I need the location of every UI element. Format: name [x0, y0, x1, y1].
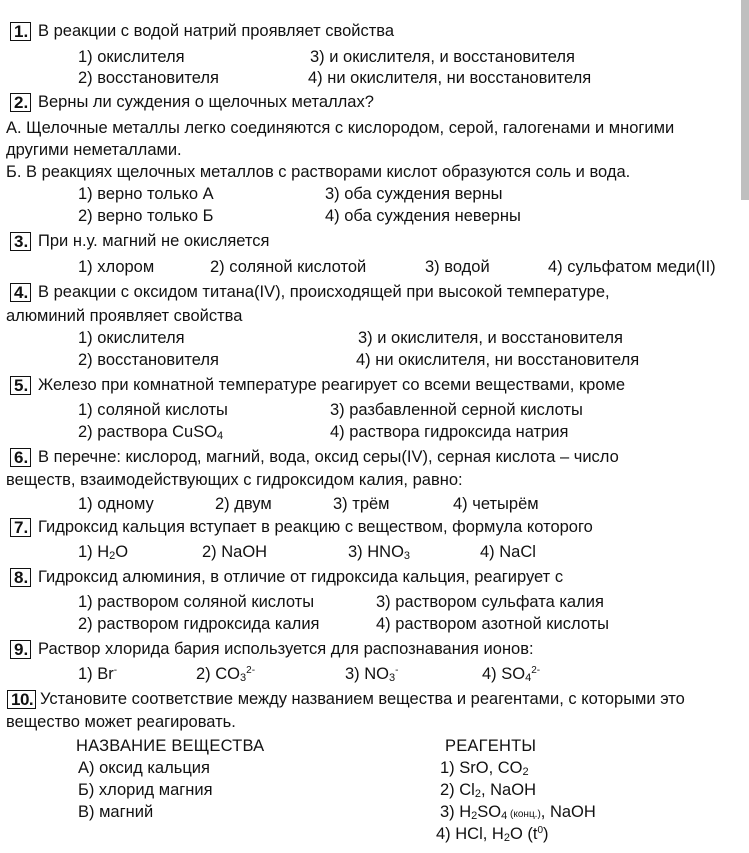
reagent-item: 4) HCl, $H_2O$ $(t^0)$ [436, 825, 549, 844]
answer-option: 4) четырём [453, 495, 539, 513]
reagent-item: 2) $Cl_2$, NaOH [440, 781, 536, 800]
answer-option: 4) $SO_4^{2-}$ [482, 665, 541, 684]
answer-option: 4) ни окислителя, ни восстановителя [308, 69, 592, 87]
question-text: Раствор хлорида бария используется для распознавания ионов: [38, 640, 534, 658]
reagent-item: 3) $H_2SO_4$ (конц.), NaOH [440, 803, 596, 822]
answer-option: 2) восстановителя [78, 69, 219, 87]
answer-option: 1) соляной кислоты [78, 401, 228, 419]
question-text-continued: алюминий проявляет свойства [6, 307, 243, 325]
question-number: 3. [10, 232, 31, 251]
answer-option: 4) раствором азотной кислоты [376, 615, 610, 633]
question-number: 6. [10, 448, 31, 467]
statement-b: Б. В реакциях щелочных металлов с растворами кислот образуются соль и вода. [6, 163, 631, 181]
question-text: В реакции с водой натрий проявляет свойства [38, 22, 395, 40]
question-number: 4. [10, 283, 31, 302]
question-text: В реакции с оксидом титана(IV), происходящей при высокой температуре, [38, 283, 610, 301]
answer-option: 4) сульфатом меди(II) [548, 258, 716, 276]
question-text: Гидроксид кальция вступает в реакцию с веществом, формула которого [38, 518, 593, 536]
statement-a: А. Щелочные металлы легко соединяются с кислородом, серой, галогенами и многими [6, 119, 675, 137]
question-number: 9. [10, 640, 31, 659]
question-text: Железо при комнатной температуре реагирует со всеми веществами, кроме [38, 376, 626, 394]
answer-option: 3) $NO_3^-$ [345, 665, 399, 684]
question-text: При н.у. магний не окисляется [38, 232, 270, 250]
answer-option: 1) верно только А [78, 185, 214, 203]
question-number: 2. [10, 93, 31, 112]
answer-option: 3) и окислителя, и восстановителя [310, 48, 575, 66]
answer-option: 3) оба суждения верны [325, 185, 503, 203]
answer-option: 4) NaCl [480, 543, 536, 561]
reagent-item: 1) SrO, $CO_2$ [440, 759, 529, 778]
answer-option: 3) и окислителя, и восстановителя [358, 329, 623, 347]
column-header-substance: НАЗВАНИЕ ВЕЩЕСТВА [76, 737, 265, 755]
question-text: Установите соответствие между названием вещества и реагентами, с которыми это [40, 690, 685, 708]
question-number: 7. [10, 518, 31, 537]
answer-option: 1) $H_2O$ [78, 543, 129, 562]
answer-option: 1) Br- [78, 665, 118, 683]
question-text: Верны ли суждения о щелочных металлах? [38, 93, 374, 111]
answer-option: 2) раствором гидроксида калия [78, 615, 320, 633]
question-number: 10. [7, 690, 36, 709]
answer-option: 3) трём [333, 495, 390, 513]
substance-item: Б) хлорид магния [78, 781, 213, 799]
statement-a-continued: другими неметаллами. [6, 141, 182, 159]
question-number: 5. [10, 376, 31, 395]
substance-item: А) оксид кальция [78, 759, 210, 777]
answer-option: 2) раствора CuSO$_4$ [78, 423, 224, 442]
answer-option: 2) NaOH [202, 543, 268, 561]
answer-option: 2) верно только Б [78, 207, 214, 225]
question-text: В перечне: кислород, магний, вода, оксид серы(IV), серная кислота – число [38, 448, 619, 466]
answer-option: 3) $HNO_3$ [348, 543, 411, 562]
answer-option: 3) водой [425, 258, 490, 276]
question-text: Гидроксид алюминия, в отличие от гидроксида кальция, реагирует с [38, 568, 564, 586]
substance-item: В) магний [78, 803, 154, 821]
question-text-continued: веществ, взаимодействующих с гидроксидом калия, равно: [6, 471, 463, 489]
answer-option: 1) раствором соляной кислоты [78, 593, 315, 611]
column-header-reagents: РЕАГЕНТЫ [445, 737, 537, 755]
question-number: 1. [10, 22, 31, 41]
answer-option: 2) $CO_3^{2-}$ [196, 665, 256, 684]
answer-option: 4) ни окислителя, ни восстановителя [356, 351, 640, 369]
answer-option: 2) восстановителя [78, 351, 219, 369]
answer-option: 1) окислителя [78, 48, 185, 66]
answer-option: 1) окислителя [78, 329, 185, 347]
answer-option: 3) разбавленной серной кислоты [330, 401, 583, 419]
answer-option: 1) хлором [78, 258, 155, 276]
question-number: 8. [10, 568, 31, 587]
question-text-continued: вещество может реагировать. [6, 713, 236, 731]
answer-option: 4) раствора гидроксида натрия [330, 423, 569, 441]
answer-option: 2) двум [215, 495, 272, 513]
answer-option: 2) соляной кислотой [210, 258, 367, 276]
scrollbar[interactable] [741, 0, 749, 200]
answer-option: 4) оба суждения неверны [325, 207, 521, 225]
answer-option: 3) раствором сульфата калия [376, 593, 604, 611]
answer-option: 1) одному [78, 495, 154, 513]
